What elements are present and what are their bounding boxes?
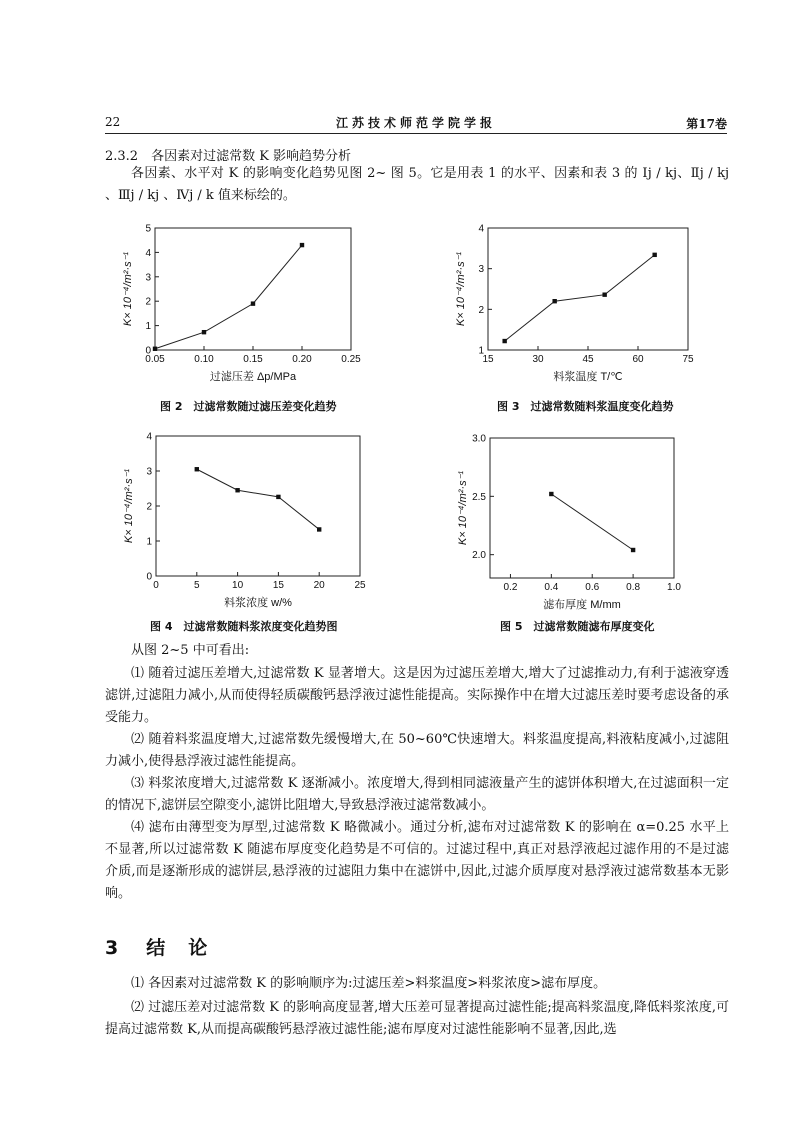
x-tick-label: 20: [313, 580, 325, 591]
series-line: [197, 469, 319, 529]
x-tick-label: 15: [272, 580, 284, 591]
data-point: [202, 330, 206, 334]
plot-frame: [155, 228, 351, 350]
figure-3-caption: 图 3 过滤常数随料浆温度变化趋势: [497, 400, 674, 413]
y-axis-label: K× 10⁻⁴/m²·s⁻¹: [455, 251, 467, 327]
y-tick-label: 3: [478, 264, 484, 276]
figure-2: [115, 220, 375, 394]
section-heading: 2.3.2 各因素对过滤常数 K 影响趋势分析: [105, 149, 352, 164]
y-axis-label: K× 10⁻⁴/m²·s⁻¹: [122, 251, 134, 327]
x-tick-label: 0.6: [585, 582, 600, 593]
figure-4-caption: 图 4 过滤常数随料浆浓度变化趋势图: [150, 620, 338, 633]
conclusion-title: 结 论: [146, 937, 210, 959]
x-tick-label: 10: [232, 580, 244, 591]
chart-fig4: [112, 426, 377, 616]
intro-paragraph: 各因素、水平对 K 的影响变化趋势见图 2~ 图 5。它是用表 1 的水平、因素和表 3 的 Ⅰj / kj、Ⅱj / kj 、Ⅲj / kj 、Ⅳj / k 值来标绘的。: [105, 166, 729, 203]
running-header: [105, 113, 727, 134]
y-tick-label: 0: [145, 345, 151, 357]
x-tick-label: 0.15: [243, 354, 263, 365]
series-line: [551, 494, 633, 550]
conclusion-point-1: ⑴ 各因素对过滤常数 K 的影响顺序为:过滤压差>料浆温度>料浆浓度>滤布厚度。: [131, 976, 607, 991]
body-point-3: ⑶ 料浆浓度增大,过滤常数 K 逐渐减小。浓度增大,得到相同滤液量产生的滤饼体积增大,在过滤面积一定的情况下,滤饼层空隙变小,滤饼比阻增大,导致悬浮液过滤常数减小。: [105, 776, 729, 813]
x-tick-label: 0.05: [145, 354, 165, 365]
x-tick-label: 45: [582, 354, 594, 365]
data-point: [251, 301, 255, 305]
x-tick-label: 25: [354, 580, 366, 591]
x-axis-label: 滤布厚度 M/mm: [543, 599, 621, 611]
figure-3: [448, 220, 708, 394]
volume-label: 第17卷: [686, 117, 727, 131]
x-tick-label: 60: [632, 354, 644, 365]
y-tick-label: 2.5: [472, 491, 486, 503]
series-line: [505, 255, 655, 341]
figure-5: [448, 426, 708, 620]
y-tick-label: 1: [146, 536, 152, 548]
data-point: [317, 527, 321, 531]
y-tick-label: 5: [145, 223, 151, 235]
x-tick-label: 0.20: [292, 354, 312, 365]
data-point: [195, 467, 199, 471]
y-tick-label: 0: [146, 571, 152, 583]
y-tick-label: 4: [478, 223, 484, 235]
body-lead: 从图 2~5 中可看出:: [131, 643, 250, 658]
y-tick-label: 1: [478, 345, 484, 357]
data-point: [631, 548, 635, 552]
chart-fig5: [448, 426, 708, 616]
y-tick-label: 4: [146, 431, 152, 443]
data-point: [652, 253, 656, 257]
y-tick-label: 1: [145, 321, 151, 333]
x-tick-label: 0.4: [544, 582, 559, 593]
body-point-2: ⑵ 随着料浆温度增大,过滤常数先缓慢增大,在 50~60℃快速增大。料浆温度提高,料液粘度减小,过滤阻力减小,使得悬浮液过滤性能提高。: [105, 732, 729, 769]
y-axis-label: K× 10⁻⁴/m²·s⁻¹: [123, 468, 135, 544]
data-point: [602, 292, 606, 296]
y-tick-label: 2: [146, 501, 152, 513]
x-tick-label: 15: [482, 354, 494, 365]
conclusion-heading: [105, 933, 209, 960]
x-tick-label: 30: [532, 354, 544, 365]
plot-frame: [488, 228, 688, 350]
y-tick-label: 4: [145, 247, 151, 259]
conclusion-number: 3: [105, 937, 121, 959]
data-point: [502, 339, 506, 343]
y-tick-label: 2: [145, 296, 151, 308]
x-tick-label: 1.0: [667, 582, 681, 593]
y-tick-label: 2.0: [472, 550, 486, 562]
series-line: [155, 245, 302, 349]
x-axis-label: 过滤压差 Δp/MPa: [209, 371, 297, 383]
chart-fig2: [115, 220, 375, 390]
journal-title: 江苏技术师范学院学报: [335, 116, 496, 130]
page-number: 22: [105, 115, 121, 129]
x-tick-label: 0: [153, 580, 159, 591]
body-point-4: ⑷ 滤布由薄型变为厚型,过滤常数 K 略微减小。通过分析,滤布对过滤常数 K 的影响在 α=0.25 水平上不显著,所以过滤常数 K 随滤布厚度变化趋势是不可信的。过滤过程中,真正对悬浮液起过滤作用的不是过滤介质,而是逐渐形成的滤饼层,悬浮液的过滤阻力集中在滤饼中,因此,过滤介质厚度对悬浮液过滤常数基本无影响。: [105, 820, 729, 901]
y-tick-label: 3.0: [472, 433, 486, 445]
x-axis-label: 料浆温度 T/℃: [553, 371, 623, 383]
x-tick-label: 0.2: [503, 582, 518, 593]
x-tick-label: 0.25: [341, 354, 361, 365]
y-tick-label: 2: [478, 304, 484, 316]
y-tick-label: 3: [145, 272, 151, 284]
data-point: [153, 347, 157, 351]
y-tick-label: 3: [146, 466, 152, 478]
chart-fig3: [448, 220, 708, 390]
figure-5-caption: 图 5 过滤常数随滤布厚度变化: [500, 620, 655, 633]
data-point: [552, 299, 556, 303]
data-point: [300, 243, 304, 247]
plot-frame: [490, 438, 674, 578]
x-tick-label: 75: [682, 354, 694, 365]
data-point: [549, 492, 553, 496]
x-tick-label: 0.8: [626, 582, 641, 593]
x-tick-label: 5: [194, 580, 200, 591]
conclusion-point-2: ⑵ 过滤压差对过滤常数 K 的影响高度显著,增大压差可显著提高过滤性能;提高料浆温度,降低料浆浓度,可提高过滤常数 K,从而提高碳酸钙悬浮液过滤性能;滤布厚度对过滤性能影响不显著,因此,选: [105, 1000, 729, 1037]
x-axis-label: 料浆浓度 w/%: [224, 597, 292, 609]
x-tick-label: 0.10: [194, 354, 214, 365]
data-point: [235, 488, 239, 492]
figure-4: [112, 426, 377, 620]
body-point-1: ⑴ 随着过滤压差增大,过滤常数 K 显著增大。这是因为过滤压差增大,增大了过滤推动力,有利于滤液穿透滤饼,过滤阻力减小,从而使得轻质碳酸钙悬浮液过滤性能提高。实际操作中在增大过滤压差时要考虑设备的承受能力。: [105, 666, 729, 725]
plot-frame: [156, 436, 360, 576]
y-axis-label: K× 10⁻⁴/m²·s⁻¹: [457, 470, 469, 546]
figure-2-caption: 图 2 过滤常数随过滤压差变化趋势: [160, 400, 337, 413]
data-point: [276, 495, 280, 499]
